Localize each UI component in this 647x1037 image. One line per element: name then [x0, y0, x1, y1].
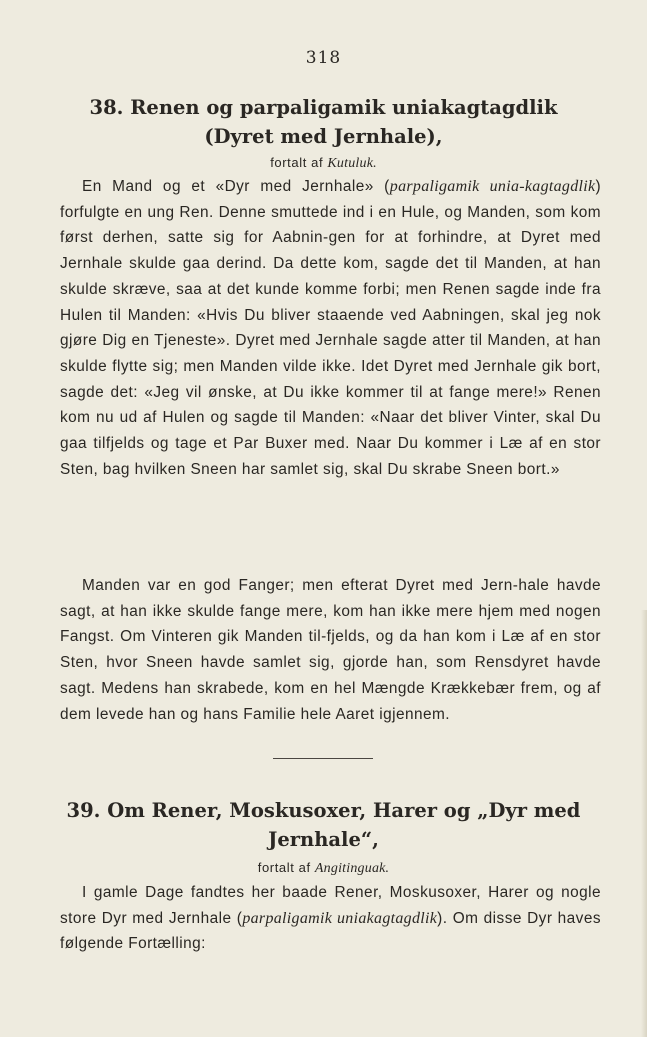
story-39-paragraph-1 [60, 880, 601, 957]
native-term: parpaligamik unia-kagtagdlik [389, 178, 596, 195]
page-edge-shadow [641, 610, 647, 1037]
story-38-paragraph-2: Manden var en god Fanger; men efterat Dyret med Jern-hale havde sagt, at han ikke skulde fange mere, kom han ikke mere hjem med nogen Fangst. Om Vinteren gik Manden til-fjelds, og da han kom i Læ af en stor Sten, hvor Sneen havde samlet sig, gjorde han, som Rensdyret havde sagt. Medens han skrabede, kom en hel Mængde Krækkebær frem, og af dem levede han og hans Familie hele Aaret igjennem. [60, 577, 601, 723]
para-text: ) forfulgte en ung Ren. Denne smuttede ind i en Hule, og Manden, som kom først derhen, satte sig for Aabnin-gen for at forhindre, at Dyret med Jernhale skulde gaa derind. Da dette kom, sagde det til Manden, at han skulde skræve, saa at det kunde komme forbi; men Renen sagde inde fra Hulen til Manden: «Hvis Du bliver staaende ved Aabningen, skal jeg nok gjøre Dig en Tjeneste». Dyret med Jernhale sagde atter til Manden, at han skulde flytte sig; men Manden vilde ikke. Idet Dyret med Jernhale gik bort, sagde det: «Jeg vil ønske, at Du ikke kommer til at fange mere!» Renen kom nu ud af Hulen og sagde til Manden: «Naar det bliver Vinter, skal Du gaa tilfjelds og tage et Par Buxer med. Naar Du kommer i Læ af en stor Sten, bag hvilken Sneen har samlet sig, skal Du skrabe Sneen bort.» [60, 178, 602, 478]
story-39-title-line2: Jernhale“, [268, 828, 379, 851]
story-39-title-line1: 39. Om Rener, Moskusoxer, Harer og „Dyr med [66, 799, 581, 822]
story-38-title-line1: 38. Renen og parpaligamik uniakagtagdlik [89, 96, 558, 119]
story-38-title-line2: (Dyret med Jernhale), [204, 125, 443, 148]
teller-prefix: fortalt af [257, 860, 311, 875]
story-38-teller [60, 155, 587, 172]
story-39-teller [60, 860, 587, 877]
para-text: En Mand og et «Dyr med Jernhale» ( [82, 178, 390, 195]
native-term: parpaligamik uniakagtagdlik [242, 909, 438, 927]
teller-name: Kutuluk. [327, 156, 377, 171]
page-number: 318 [305, 48, 342, 68]
teller-prefix: fortalt af [270, 155, 324, 170]
para-text: ). Om disse Dyr haves følgende Fortælling: [60, 909, 601, 953]
teller-name: Angitinguak. [314, 861, 390, 876]
section-divider [273, 758, 373, 759]
para-text: I gamle Dage fandtes her baade Rener, Moskusoxer, Harer og nogle store Dyr med Jernhale ( [60, 884, 601, 927]
story-38-paragraph-1 [60, 174, 601, 482]
